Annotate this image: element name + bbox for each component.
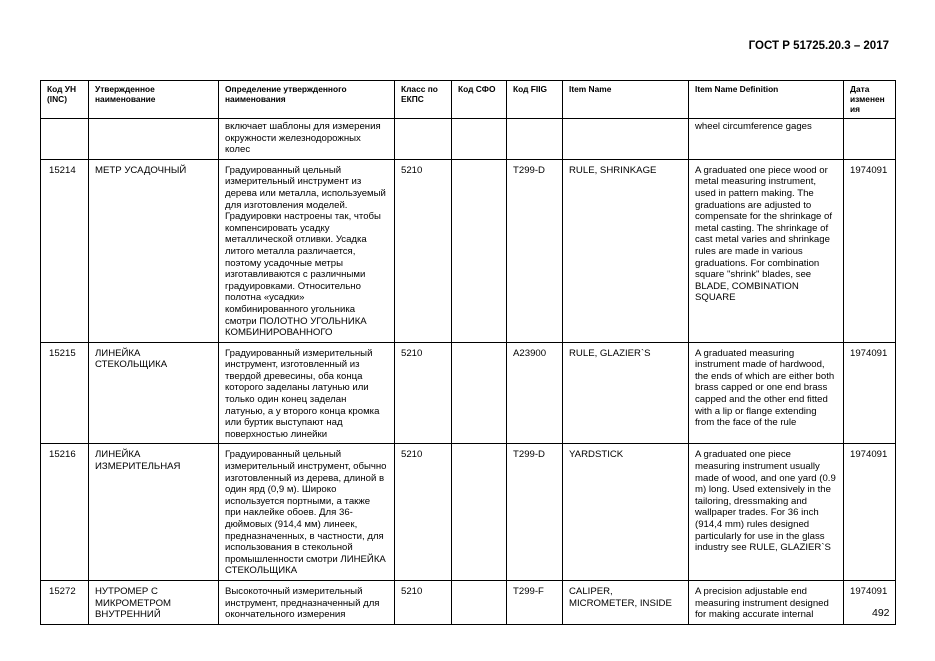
cell-date xyxy=(844,119,896,160)
cell-definition: Высокоточный измерительный инструмент, предназначенный для окончательного измерения xyxy=(219,580,395,624)
table-row xyxy=(41,342,896,444)
cell-item-name: YARDSTICK xyxy=(563,444,689,581)
column-header-item-definition: Item Name Definition xyxy=(689,81,844,119)
cell-inc: 15216 xyxy=(41,444,89,581)
column-header-sfo: Код СФО xyxy=(452,81,507,119)
cell-name: МЕТР УСАДОЧНЫЙ xyxy=(89,159,219,342)
cell-date: 1974091 xyxy=(844,342,896,444)
cell-class: 5210 xyxy=(395,444,452,581)
page-number: 492 xyxy=(872,607,890,619)
cell-fiig: T299-D xyxy=(507,159,563,342)
cell-item-name: CALIPER, MICROMETER, INSIDE xyxy=(563,580,689,624)
cell-fiig: T299-D xyxy=(507,444,563,581)
column-header-class: Класс по ЕКПС xyxy=(395,81,452,119)
cell-class: 5210 xyxy=(395,580,452,624)
cell-class xyxy=(395,119,452,160)
cell-item-definition: A precision adjustable end measuring instrument designed for making accurate internal xyxy=(689,580,844,624)
cell-fiig xyxy=(507,119,563,160)
cell-item-name xyxy=(563,119,689,160)
cell-date: 1974091 xyxy=(844,159,896,342)
column-header-fiig: Код FIIG xyxy=(507,81,563,119)
cell-inc: 15272 xyxy=(41,580,89,624)
cell-definition: Градуированный измерительный инструмент, изготовленный из твердой древесины, оба конца которого заделаны латунью или только один конец заделан латунью, а у второго конца кромка или буртик выступают над поверхностью линейки xyxy=(219,342,395,444)
cell-name xyxy=(89,119,219,160)
cell-definition: Градуированный цельный измерительный инструмент, обычно изготовленный из дерева, длиной в один ярд (0,9 м). Широко используется портными, а также при наклейке обоев. Для 36-дюймовых (914,4 мм) линеек, предназначенных, в частности, для использования в стекольной промышленности смотри ЛИНЕЙКА СТЕКОЛЬЩИКА xyxy=(219,444,395,581)
table-row xyxy=(41,119,896,160)
cell-sfo xyxy=(452,580,507,624)
cell-name: НУТРОМЕР С МИКРОМЕТРОМ ВНУТРЕННИЙ xyxy=(89,580,219,624)
table-header-row xyxy=(41,81,896,119)
cell-class: 5210 xyxy=(395,342,452,444)
table-row xyxy=(41,444,896,581)
column-header-inc: Код УН (INC) xyxy=(41,81,89,119)
cell-item-definition: A graduated one piece measuring instrument usually made of wood, and one yard (0.9 m) long. Used extensively in the tailoring, dressmaking and wallpaper trades. For 36 inch (914,4 mm) rules designed particularly for use in the glass industry see RULE, GLAZIER`S xyxy=(689,444,844,581)
cell-date: 1974091 xyxy=(844,444,896,581)
column-header-definition: Определение утвержденного наименования xyxy=(219,81,395,119)
column-header-name: Утвержденное наименование xyxy=(89,81,219,119)
cell-name: ЛИНЕЙКА ИЗМЕРИТЕЛЬНАЯ xyxy=(89,444,219,581)
table-row xyxy=(41,159,896,342)
cell-inc: 15215 xyxy=(41,342,89,444)
cell-item-name: RULE, GLAZIER`S xyxy=(563,342,689,444)
cell-sfo xyxy=(452,444,507,581)
cell-definition: включает шаблоны для измерения окружности железнодорожных колес xyxy=(219,119,395,160)
cell-sfo xyxy=(452,342,507,444)
cell-definition: Градуированный цельный измерительный инструмент из дерева или металла, используемый для изготовления моделей. Градуировки настроены так, чтобы компенсировать усадку металлической отливки. Усадка литого металла различается, поэтому усадочные метры изготавливаются с различными градуировками. Относительно полотна «усадки» комбинированного угольника смотри ПОЛОТНО УГОЛЬНИКА КОМБИНИРОВАННОГО xyxy=(219,159,395,342)
column-header-date: Дата изменения xyxy=(844,81,896,119)
cell-sfo xyxy=(452,159,507,342)
cell-fiig: A23900 xyxy=(507,342,563,444)
cell-inc xyxy=(41,119,89,160)
table-row xyxy=(41,580,896,624)
cell-item-definition: A graduated one piece wood or metal measuring instrument, used in pattern making. The graduations are adjusted to compensate for the shrinkage of metal casting. The shrinkage of cast metal varies and shrinkage rules are made in various graduations. For combination square "shrink" blades, see BLADE, COMBINATION SQUARE xyxy=(689,159,844,342)
cell-sfo xyxy=(452,119,507,160)
catalog-table xyxy=(40,80,896,625)
document-standard-header: ГОСТ Р 51725.20.3 – 2017 xyxy=(748,40,889,52)
cell-item-definition: A graduated measuring instrument made of hardwood, the ends of which are either both brass capped or one end brass capped and the other end fitted with a lip or flange extending from the face of the rule xyxy=(689,342,844,444)
cell-date: 1974091 xyxy=(844,580,896,624)
column-header-item-name: Item Name xyxy=(563,81,689,119)
cell-item-definition: wheel circumference gages xyxy=(689,119,844,160)
cell-item-name: RULE, SHRINKAGE xyxy=(563,159,689,342)
cell-fiig: T299-F xyxy=(507,580,563,624)
cell-inc: 15214 xyxy=(41,159,89,342)
cell-name: ЛИНЕЙКА СТЕКОЛЬЩИКА xyxy=(89,342,219,444)
cell-class: 5210 xyxy=(395,159,452,342)
